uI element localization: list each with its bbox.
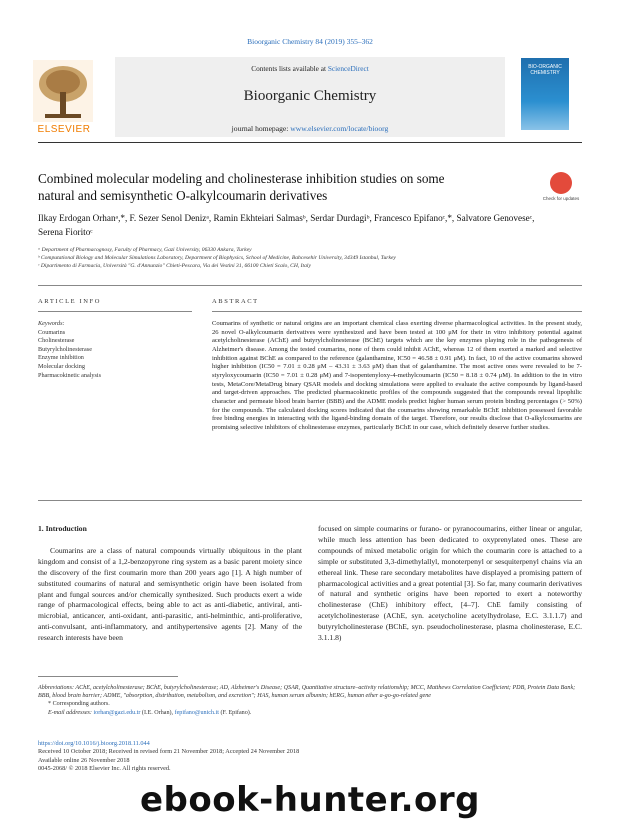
affiliation-a: ᵃ Department of Pharmacognosy, Faculty of Pharmacy, Gazi University, 06330 Ankara, Turkey (38, 247, 252, 253)
available-online: Available online 26 November 2018 (38, 756, 130, 764)
homepage-line (115, 124, 505, 133)
article-info-divider (38, 285, 582, 286)
cover-title: BIO-ORGANIC CHEMISTRY (528, 64, 562, 76)
check-for-updates-icon[interactable] (550, 172, 572, 194)
journal-citation[interactable]: Bioorganic Chemistry 84 (2019) 355–362 (247, 37, 373, 46)
copyright-line: 0045-2068/ © 2018 Elsevier Inc. All rights reserved. (38, 764, 171, 772)
keyword-item: Cholinesterase (38, 337, 75, 345)
intro-left-column (38, 524, 302, 644)
email-owner-epifano: (F. Epifano). (218, 709, 252, 716)
email-footnote (38, 709, 582, 717)
affiliation-c: ᶜ Dipartimento di Farmacia, Università "G. d'Annunzio" Chieti-Pescara, Via dei Vestini 31, 66100 Chieti Scalo, CH, Italy (38, 263, 311, 269)
article-info-underline (38, 311, 192, 312)
author-list: Ilkay Erdogan Orhanᵃ,*, F. Sezer Senol Denizᵃ, Ramin Ekhteiari Salmasᵇ, Serdar Durdagiᵇ, Francesco Epifanoᶜ,*, Salvatore Genoveseᶜ, Serena Fioritoᶜ (38, 213, 535, 237)
intro-right-column (318, 524, 582, 644)
abstract-text: Coumarins of synthetic or natural origins are an important chemical class exerting diverse pharmacological activities. In the present study, 26 novel O-alkylcoumarin derivatives were synthesized and have been tested at 100 μM for their in vitro inhibitory potential against acetylcholinesterase (AChE) and butyrylcholinesterase (BChE) targets which are the key enzymes playing role in the pathogenesis of Alzheimer's disease. Among the tested coumarins, none of them could inhibit AChE, whereas 12 of them exerted a marked and selective inhibition against BChE as compared to the reference (galanthamine, IC50 = 46.58 ± 0.91 μM). In fact, 10 of the active coumarins showed higher inhibition (IC50 = 7.01 ± 0.28 μM – 43.31 ± 3.63 μM) than that of galanthamine. The most active ones were revealed to be 7-styryloxycoumarin (IC50 = 7.01 ± 0.28 μM) and 7-isopentenyloxy-4-methylcoumarin (IC50 = 8.18 ± 0.74 μM). In addition to the in vitro tests, MetaCore/MetaDrug binary QSAR models and docking simulations were applied to evaluate the active compounds by ligand-based and target-driven approaches. The predicted pharmacokinetic profiles of the compounds suggested that the compounds reveal lipophilic character and permeate blood brain barrier (BBB) and the ADME models predict higher human serum protein binding percentages (> 50%) for the compounds. The calculated docking scores indicated that the coumarins showing remarkable BChE inhibition possessed favorable free binding energies in interacting with the ligand-binding domain of the target. Therefore, our results disclose that O-alkylcoumarins are promising selective inhibitors of cholinesterase enzymes, particularly BChE in our case, which definitely deserve further studies. (212, 320, 582, 431)
check-for-updates-label[interactable]: Check for updates (542, 196, 580, 201)
email-link-orhan[interactable]: iorhan@gazi.edu.tr (93, 709, 141, 716)
received-dates: Received 10 October 2018; Received in revised form 21 November 2018; Accepted 24 November 2018 (38, 748, 300, 756)
email-link-epifano[interactable]: fepifano@unich.it (174, 709, 219, 716)
abstract-heading: ABSTRACT (212, 298, 259, 305)
footnotes-block (38, 684, 582, 717)
keyword-item: Enzyme inhibition (38, 354, 84, 362)
abbreviations-footnote: Abbreviations: AChE, acetylcholinesterase; BChE, butyrylcholinesterase; AD, Alzheimer's Disease; QSAR, Quantitative structure–activity relationship; MCC, Matthews Correlation Coefficient; PDB, Protein Data Bank; BBB, blood brain barrier; ADME, "absorption, distribution, metabolism, and excretion"; HAS, human serum albumin; hERG, human ether a-go-go-related gene (38, 685, 576, 700)
keyword-item: Pharmacokinetic analysis (38, 371, 102, 379)
intro-heading: 1. Introduction (38, 524, 87, 533)
email-owner-orhan: (I.E. Orhan), (140, 709, 175, 716)
homepage-prefix: journal homepage: (231, 124, 291, 133)
journal-title: Bioorganic Chemistry (243, 88, 377, 104)
footnote-divider (38, 676, 178, 677)
doi-link[interactable]: https://doi.org/10.1016/j.bioorg.2018.11.044 (38, 740, 150, 747)
keywords-label: Keywords: (38, 320, 65, 327)
keyword-item: Coumarins (38, 328, 66, 336)
sciencedirect-link[interactable]: ScienceDirect (327, 64, 369, 73)
affiliation-b: ᵇ Computational Biology and Molecular Simulations Laboratory, Department of Biophysics, School of Medicine, Bahcesehir University, 34349 Istanbul, Turkey (38, 255, 396, 261)
keyword-item: Molecular docking (38, 362, 85, 370)
keyword-item: Butyrylcholinesterase (38, 345, 92, 353)
keywords-block (38, 320, 188, 380)
homepage-link[interactable]: www.elsevier.com/locate/bioorg (290, 124, 389, 133)
abstract-bottom-divider (38, 500, 582, 501)
contents-line (115, 64, 505, 73)
email-label: E-mail addresses: (48, 709, 94, 716)
publication-info (38, 740, 582, 773)
contents-prefix: Contents lists available at (251, 64, 328, 73)
abstract-underline (212, 311, 582, 312)
corresponding-footnote: * Corresponding authors. (48, 701, 110, 708)
intro-paragraph-left: Coumarins are a class of natural compounds virtually ubiquitous in the plant kingdom and consist of a 1,2-benzopyrone ring system as a basic parent moiety since the discovery of the first coumarin more than 200 years ago [1]. A high number of substituted coumarins of natural and semisynthetic origin have been isolated from plant and fungal sources and/or chemically synthesized. Such products exert a wide range of pharmacological effects, being able to act as anti-diabetic, antiviral, anti-microbial, anticancer, anti-oxidant, anti-parasitic, anti-helminthic, anti-proliferative, anti-convulsant, anti-inflammatory, and antihypertensive agents [2]. Many of the research interests have been (38, 545, 302, 643)
publisher-name: ELSEVIER (37, 124, 91, 135)
header-divider (38, 142, 582, 143)
article-info-heading: ARTICLE INFO (38, 298, 102, 305)
paper-title: Combined molecular modeling and cholinesterase inhibition studies on some natural and semisynthetic O-alkylcoumarin derivatives (38, 171, 445, 203)
watermark-text: ebook-hunter.org (139, 780, 481, 820)
intro-paragraph-right: focused on simple coumarins or furano- or pyranocoumarins, either linear or angular, while much less attention has been dedicated to oxyprenylated ones. These are compounds of mixed metabolic origin for which the coumarin core is attached to a simple or substituted 3,3-dimethylallyl, monoterpenyl or sesquiterpenyl chains via an ethereal link. These rare secondary metabolites have displayed a promising pattern of pharmacological activities and a great potential [3]. So far, many coumarin derivatives of natural and synthetic origins have been reported to exert a noteworthy cholinesterase (ChE) inhibitory effect, [4–7]. ChE family consisting of acetylcholinesterase (AChE, syn. acetycholine acetylhydrolase, E.C. 3.1.1.7) and butyrylcholinesterase (BChE, syn. pseudocholinesterase, plasma cholinesterase, E.C. 3.1.1.8) (318, 524, 582, 643)
